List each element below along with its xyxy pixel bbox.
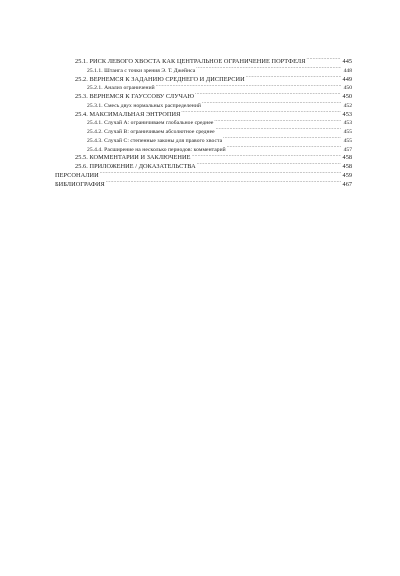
toc-entry-title: 25.3. ВЕРНЕМСЯ К ГАУССОВУ СЛУЧАЮ bbox=[75, 93, 195, 100]
toc-entry[interactable] bbox=[55, 75, 352, 84]
toc-entry[interactable] bbox=[55, 153, 352, 162]
toc-entry[interactable] bbox=[55, 180, 352, 189]
toc-entry-title: БИБЛИОГРАФИЯ bbox=[55, 180, 105, 188]
toc-entry-page-number: 457 bbox=[343, 146, 352, 153]
table-of-contents bbox=[55, 57, 352, 188]
toc-entry-page-number: 455 bbox=[343, 129, 352, 135]
toc-entry-title: 25.1. РИСК ЛЕВОГО ХВОСТА КАК ЦЕНТРАЛЬНОЕ ОГРАНИЧЕНИЕ ПОРТФЕЛЯ bbox=[75, 58, 306, 65]
toc-entry-title: 25.2. ВЕРНЕМСЯ К ЗАДАНИЮ СРЕДНЕГО И ДИСПЕРСИИ bbox=[75, 75, 245, 83]
toc-entry[interactable] bbox=[55, 162, 352, 171]
toc-dot-leader bbox=[181, 110, 341, 116]
toc-dot-leader bbox=[227, 145, 341, 151]
toc-dot-leader bbox=[223, 136, 341, 142]
toc-entry-title: ПЕРСОНАЛИИ bbox=[55, 171, 99, 179]
toc-entry-title: 25.4. МАКСИМАЛЬНАЯ ЭНТРОПИЯ bbox=[75, 110, 181, 118]
toc-entry[interactable] bbox=[55, 57, 352, 66]
toc-entry[interactable] bbox=[55, 101, 352, 110]
toc-entry[interactable] bbox=[55, 145, 352, 154]
toc-entry[interactable] bbox=[55, 92, 352, 101]
toc-entry-title: 25.6. ПРИЛОЖЕНИЕ / ДОКАЗАТЕЛЬСТВА bbox=[75, 163, 196, 170]
toc-entry-page-number: 452 bbox=[343, 102, 352, 109]
toc-entry[interactable] bbox=[55, 118, 352, 127]
toc-entry[interactable] bbox=[55, 66, 352, 75]
toc-dot-leader bbox=[197, 162, 341, 168]
toc-entry-page-number: 450 bbox=[343, 85, 352, 92]
toc-entry-page-number: 458 bbox=[342, 154, 352, 162]
toc-entry-title: 25.2.1. Анализ ограничений bbox=[87, 85, 155, 92]
toc-entry-title: 25.4.3. Случай С: степенные законы для правого хвоста bbox=[87, 137, 223, 144]
toc-dot-leader bbox=[306, 57, 341, 63]
toc-entry-title: 25.5. КОММЕНТАРИИ И ЗАКЛЮЧЕНИЕ bbox=[75, 154, 191, 162]
toc-entry-page-number: 445 bbox=[342, 58, 352, 65]
toc-dot-leader bbox=[192, 153, 341, 159]
toc-entry-page-number: 467 bbox=[342, 180, 352, 188]
toc-entry-title: 25.1.1. Штанга с точки зрения Э. Т. Джейнса bbox=[87, 67, 196, 74]
toc-entry-title: 25.4.4. Расширение на несколько периодов: комментарий bbox=[87, 146, 226, 153]
toc-entry-page-number: 449 bbox=[342, 75, 352, 83]
toc-dot-leader bbox=[202, 101, 341, 107]
toc-entry-page-number: 448 bbox=[343, 67, 352, 74]
toc-entry-page-number: 458 bbox=[342, 163, 352, 170]
toc-entry[interactable] bbox=[55, 110, 352, 119]
toc-entry-page-number: 453 bbox=[342, 110, 352, 118]
toc-entry[interactable] bbox=[55, 83, 352, 92]
toc-dot-leader bbox=[196, 66, 341, 72]
toc-dot-leader bbox=[106, 180, 341, 186]
toc-entry-title: 25.4.1. Случай А: ограничиваем глобальное среднее bbox=[87, 120, 214, 127]
toc-entry-page-number: 459 bbox=[342, 171, 352, 179]
toc-entry[interactable] bbox=[55, 136, 352, 145]
toc-dot-leader bbox=[156, 83, 341, 89]
toc-entry-page-number: 450 bbox=[342, 93, 352, 100]
toc-entry-page-number: 455 bbox=[343, 137, 352, 144]
toc-entry[interactable] bbox=[55, 127, 352, 136]
toc-dot-leader bbox=[214, 118, 341, 124]
toc-entry[interactable] bbox=[55, 171, 352, 180]
toc-dot-leader bbox=[195, 92, 341, 98]
toc-dot-leader bbox=[246, 75, 341, 81]
toc-dot-leader bbox=[100, 171, 341, 177]
toc-entry-title: 25.3.1. Смесь двух нормальных распределений bbox=[87, 102, 201, 109]
toc-entry-page-number: 453 bbox=[343, 120, 352, 127]
toc-dot-leader bbox=[216, 127, 341, 133]
toc-entry-title: 25.4.2. Случай В: ограничиваем абсолютное среднее bbox=[87, 129, 215, 135]
